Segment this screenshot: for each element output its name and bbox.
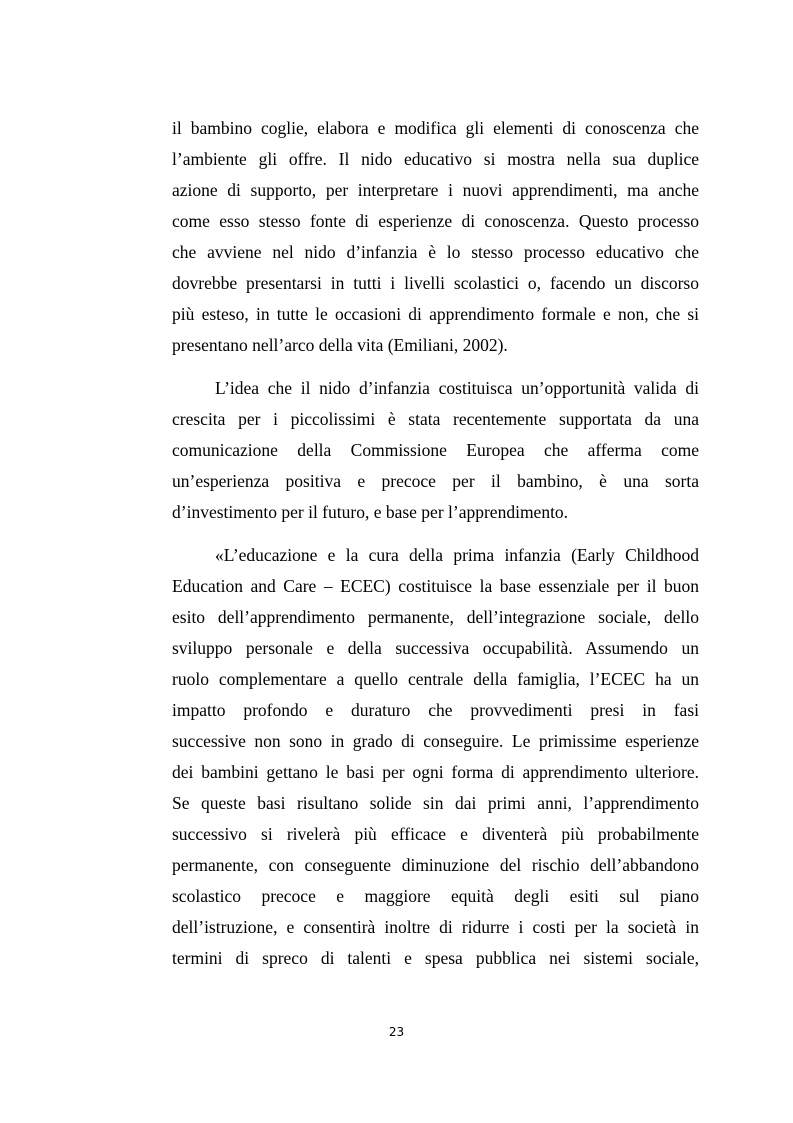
text-line: un’esperienza positiva e precoce per il bambino, è una sorta: [172, 471, 699, 491]
text-line: presentano nell’arco della vita (Emiliani, 2002).: [172, 335, 508, 355]
text-line: sviluppo personale e della successiva occupabilità. Assumendo un: [172, 638, 699, 658]
text-line: azione di supporto, per interpretare i nuovi apprendimenti, ma anche: [172, 180, 699, 200]
text-line: successivo si rivelerà più efficace e diventerà più probabilmente: [172, 824, 699, 844]
text-line: esito dell’apprendimento permanente, dell’integrazione sociale, dello: [172, 607, 699, 627]
text-line: crescita per i piccolissimi è stata recentemente supportata da una: [172, 409, 699, 429]
text-line: dell’istruzione, e consentirà inoltre di ridurre i costi per la società in: [172, 917, 699, 937]
paragraph-1: [172, 113, 699, 361]
text-line: Education and Care – ECEC) costituisce la base essenziale per il buon: [172, 576, 699, 596]
text-line: Se queste basi risultano solide sin dai primi anni, l’apprendimento: [172, 793, 699, 813]
paragraph-2: [172, 373, 699, 528]
page-body: [172, 113, 699, 986]
text-line: termini di spreco di talenti e spesa pubblica nei sistemi sociale,: [172, 948, 699, 968]
text-line: come esso stesso fonte di esperienze di conoscenza. Questo processo: [172, 211, 699, 231]
text-line: comunicazione della Commissione Europea che afferma come: [172, 440, 699, 460]
text-line: L’idea che il nido d’infanzia costituisca un’opportunità valida di: [215, 378, 699, 398]
text-line: più esteso, in tutte le occasioni di apprendimento formale e non, che si: [172, 304, 699, 324]
text-line: successive non sono in grado di conseguire. Le primissime esperienze: [172, 731, 699, 751]
text-line: il bambino coglie, elabora e modifica gli elementi di conoscenza che: [172, 118, 699, 138]
text-line: impatto profondo e duraturo che provvedimenti presi in fasi: [172, 700, 699, 720]
text-line: dei bambini gettano le basi per ogni forma di apprendimento ulteriore.: [172, 762, 699, 782]
text-line: l’ambiente gli offre. Il nido educativo si mostra nella sua duplice: [172, 149, 699, 169]
text-line: permanente, con conseguente diminuzione del rischio dell’abbandono: [172, 855, 699, 875]
text-line: ruolo complementare a quello centrale della famiglia, l’ECEC ha un: [172, 669, 699, 689]
text-line: che avviene nel nido d’infanzia è lo stesso processo educativo che: [172, 242, 699, 262]
text-line: dovrebbe presentarsi in tutti i livelli scolastici o, facendo un discorso: [172, 273, 699, 293]
page-number: 23: [388, 1025, 405, 1039]
text-line: d’investimento per il futuro, e base per l’apprendimento.: [172, 502, 569, 522]
quote-paragraph: [172, 540, 699, 974]
text-line: «L’educazione e la cura della prima infanzia (Early Childhood: [215, 545, 699, 565]
text-line: scolastico precoce e maggiore equità degli esiti sul piano: [172, 886, 699, 906]
